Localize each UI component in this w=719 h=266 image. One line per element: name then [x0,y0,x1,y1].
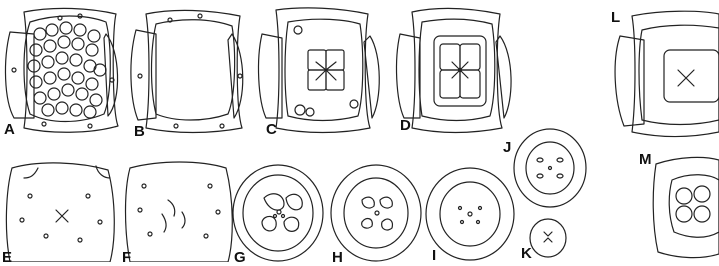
panel-label-d: D [400,117,411,134]
panel-a-drawing [5,8,118,132]
panel-e-drawing [6,163,114,262]
panel-k-drawing [530,219,566,257]
panel-g-drawing [233,165,323,261]
panel-label-e: E [2,249,13,266]
panel-label-j: J [503,139,512,156]
panel-label-a: A [4,121,15,138]
panel-label-i: I [432,247,437,264]
panel-h-drawing [331,165,421,261]
panel-b-drawing [131,10,243,132]
panel-j-drawing [514,129,586,207]
panel-f-drawing [126,162,233,262]
panel-m-drawing [653,157,719,257]
panel-label-f: F [122,249,132,266]
panel-label-g: G [234,249,246,266]
panel-i-drawing [426,168,514,260]
panel-label-k: K [521,245,532,262]
panel-label-b: B [134,123,145,140]
panel-label-h: H [332,249,343,266]
panel-label-m: M [639,151,652,168]
panel-d-drawing [397,8,512,132]
panel-c-drawing [259,8,380,133]
panel-label-l: L [611,9,621,26]
panel-label-c: C [266,121,277,138]
panel-l-drawing [615,11,719,136]
